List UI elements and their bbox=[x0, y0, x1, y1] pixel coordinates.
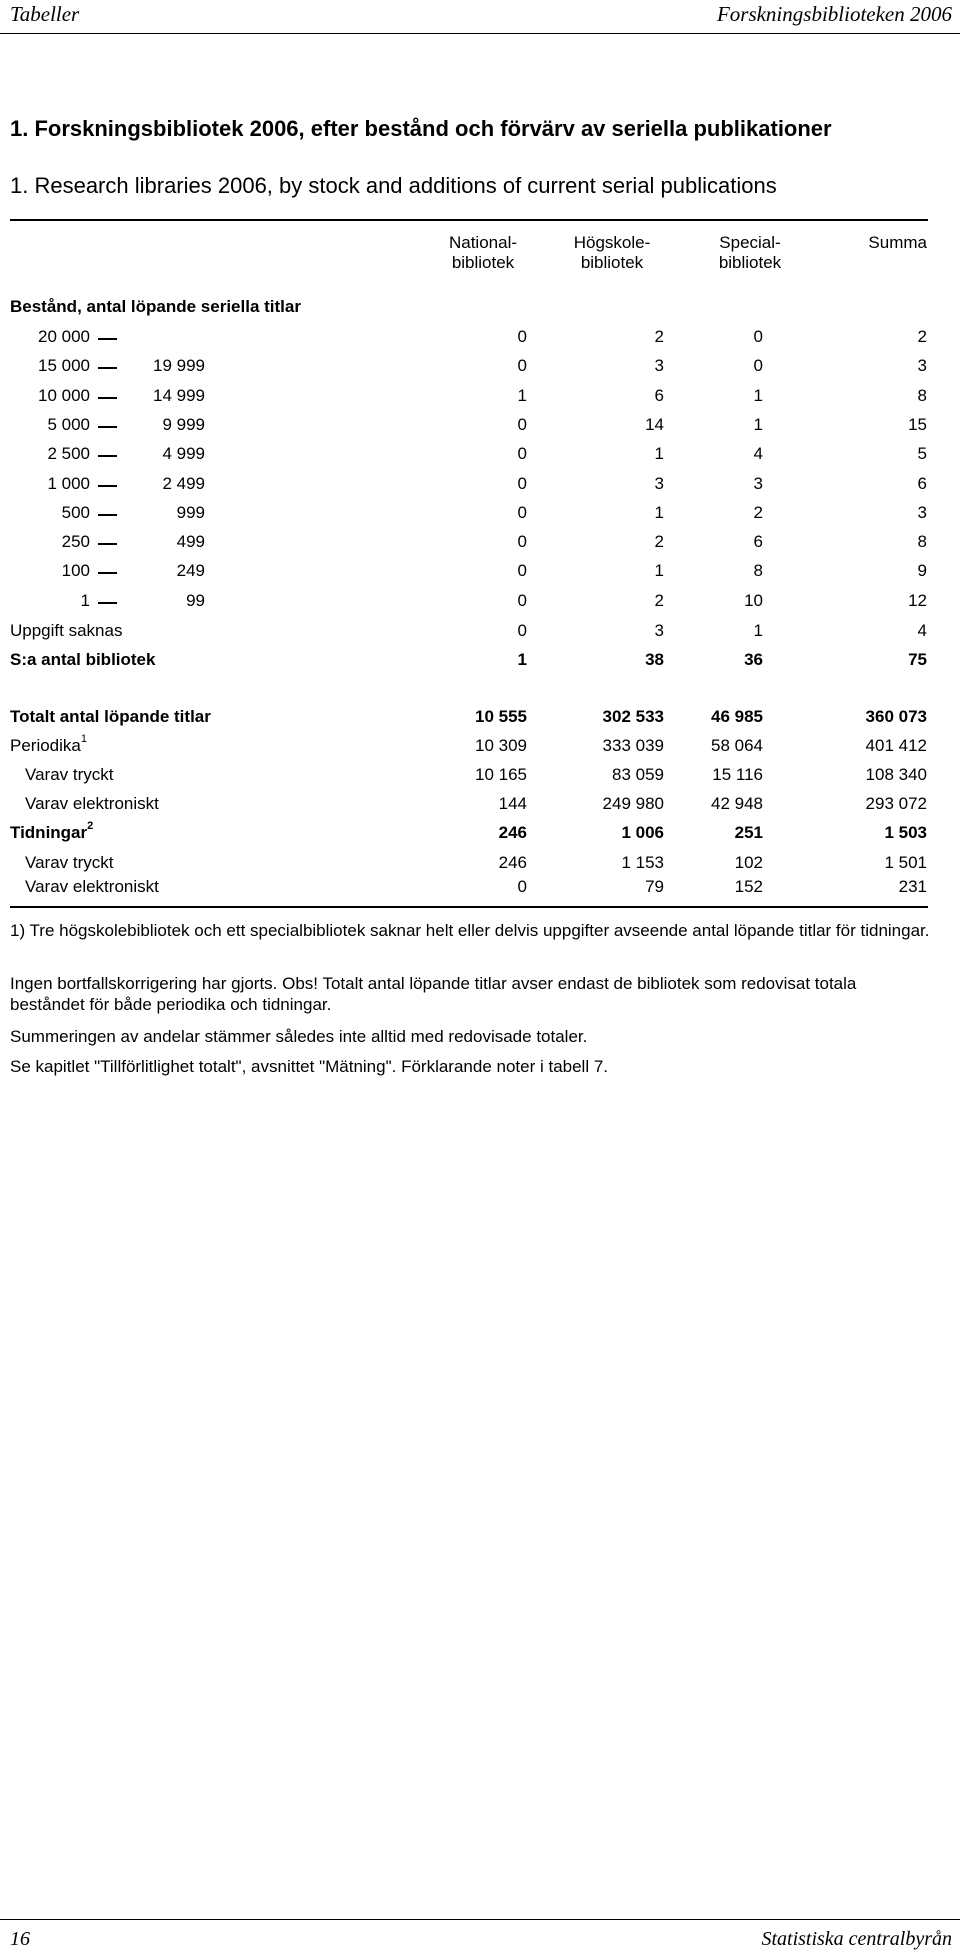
row-label: S:a antal bibliotek bbox=[10, 650, 156, 669]
cell-hogskole: 1 bbox=[654, 561, 664, 580]
range-to: 99 bbox=[186, 591, 205, 610]
range-to: 249 bbox=[176, 561, 205, 580]
row-label-text: Periodika bbox=[10, 736, 81, 755]
col-head-hogskole-line2: bibliotek bbox=[580, 253, 644, 272]
cell-summa: 5 bbox=[917, 444, 927, 463]
cell-national: 1 bbox=[517, 386, 527, 405]
footnote-1: 1) Tre högskolebibliotek och ett specialbibliotek saknar helt eller delvis uppgifter avseende antal löpande titlar för tidningar. bbox=[10, 921, 930, 940]
cell-hogskole: 14 bbox=[645, 415, 664, 434]
cell-special: 4 bbox=[753, 444, 763, 463]
table-row bbox=[0, 444, 960, 468]
cell-special: 2 bbox=[753, 503, 763, 522]
table-row bbox=[0, 327, 960, 351]
table-title-swedish: 1. Forskningsbibliotek 2006, efter bestånd och förvärv av seriella publikationer bbox=[10, 116, 832, 141]
footer-rule bbox=[0, 1919, 960, 1920]
cell-summa: 6 bbox=[917, 474, 927, 493]
table-row bbox=[0, 503, 960, 527]
range-to: 999 bbox=[176, 503, 205, 522]
cell-special: 8 bbox=[753, 561, 763, 580]
cell-summa: 108 340 bbox=[865, 765, 927, 784]
cell-summa: 231 bbox=[898, 877, 927, 896]
cell-national: 246 bbox=[498, 823, 527, 842]
stock-heading: Bestånd, antal löpande seriella titlar bbox=[10, 297, 301, 316]
range-from: 20 000 bbox=[38, 327, 90, 346]
cell-special: 251 bbox=[734, 823, 763, 842]
cell-special: 1 bbox=[753, 621, 763, 640]
footnote-ref: 1 bbox=[80, 733, 87, 746]
range-to: 2 499 bbox=[162, 474, 205, 493]
col-head-national-line1: National- bbox=[448, 233, 518, 252]
range-from: 100 bbox=[61, 561, 90, 580]
table-row-total-titles bbox=[0, 707, 960, 731]
cell-special: 36 bbox=[744, 650, 763, 669]
cell-hogskole: 83 059 bbox=[612, 765, 664, 784]
cell-national: 246 bbox=[498, 853, 527, 872]
cell-national: 1 bbox=[517, 650, 527, 669]
cell-summa: 9 bbox=[917, 561, 927, 580]
cell-national: 0 bbox=[517, 561, 527, 580]
cell-hogskole: 3 bbox=[654, 621, 664, 640]
cell-national: 0 bbox=[517, 621, 527, 640]
col-head-special bbox=[695, 233, 805, 273]
cell-summa: 3 bbox=[917, 503, 927, 522]
cell-national: 10 555 bbox=[475, 707, 527, 726]
cell-special: 10 bbox=[744, 591, 763, 610]
cell-national: 0 bbox=[517, 474, 527, 493]
col-head-hogskole-line1: Högskole- bbox=[573, 233, 651, 252]
range-from: 5 000 bbox=[47, 415, 90, 434]
range-to: 4 999 bbox=[162, 444, 205, 463]
col-head-national bbox=[428, 233, 538, 273]
table-row-missing bbox=[0, 621, 960, 645]
range-from: 1 000 bbox=[47, 474, 90, 493]
page-number: 16 bbox=[10, 1928, 30, 1950]
cell-summa: 4 bbox=[917, 621, 927, 640]
note-no-correction: Ingen bortfallskorrigering har gjorts. Obs! Totalt antal löpande titlar avser endast de bibliotek som redovisat totala beståndet för både periodika och tidningar. bbox=[10, 974, 857, 1014]
cell-summa: 15 bbox=[908, 415, 927, 434]
cell-hogskole: 2 bbox=[654, 591, 664, 610]
range-to: 19 999 bbox=[153, 356, 205, 375]
cell-special: 0 bbox=[753, 356, 763, 375]
table-row-periodika-print bbox=[0, 765, 960, 789]
cell-national: 0 bbox=[517, 503, 527, 522]
range-to: 9 999 bbox=[162, 415, 205, 434]
cell-national: 0 bbox=[517, 415, 527, 434]
col-head-special-line1: Special- bbox=[719, 233, 781, 252]
header-section: Tabeller bbox=[10, 2, 80, 26]
cell-hogskole: 2 bbox=[654, 532, 664, 551]
footnote-ref: 2 bbox=[87, 820, 94, 833]
range-from: 10 000 bbox=[38, 386, 90, 405]
cell-national: 144 bbox=[498, 794, 527, 813]
cell-summa: 12 bbox=[908, 591, 927, 610]
cell-national: 10 165 bbox=[475, 765, 527, 784]
cell-hogskole: 249 980 bbox=[602, 794, 664, 813]
cell-summa: 2 bbox=[917, 327, 927, 346]
row-label: Varav elektroniskt bbox=[25, 877, 159, 896]
range-to: 499 bbox=[176, 532, 205, 551]
note-reliability: Se kapitlet "Tillförlitlighet totalt", avsnittet "Mätning". Förklarande noter i tabell 7. bbox=[10, 1057, 609, 1076]
cell-special: 42 948 bbox=[711, 794, 763, 813]
header-publication: Forskningsbiblioteken 2006 bbox=[716, 2, 952, 26]
range-from: 500 bbox=[61, 503, 90, 522]
table-row-total-libraries bbox=[0, 650, 960, 674]
range-dash bbox=[98, 338, 117, 340]
cell-hogskole: 302 533 bbox=[602, 707, 664, 726]
table-title-english: 1. Research libraries 2006, by stock and additions of current serial publications bbox=[10, 173, 777, 198]
page-header bbox=[0, 0, 960, 30]
cell-hogskole: 1 006 bbox=[621, 823, 664, 842]
cell-hogskole: 3 bbox=[654, 474, 664, 493]
row-label-text: Tidningar bbox=[10, 823, 88, 842]
cell-special: 102 bbox=[734, 853, 763, 872]
col-head-summa: Summa bbox=[868, 233, 927, 252]
cell-national: 0 bbox=[517, 356, 527, 375]
cell-hogskole: 79 bbox=[645, 877, 664, 896]
cell-special: 1 bbox=[753, 386, 763, 405]
cell-national: 0 bbox=[517, 591, 527, 610]
row-label: Varav tryckt bbox=[25, 765, 114, 784]
table-row-tidningar-print bbox=[0, 853, 960, 877]
cell-hogskole: 333 039 bbox=[602, 736, 664, 755]
cell-national: 0 bbox=[517, 877, 527, 896]
table-row bbox=[0, 591, 960, 615]
table-row bbox=[0, 474, 960, 498]
cell-summa: 401 412 bbox=[865, 736, 927, 755]
row-label: Totalt antal löpande titlar bbox=[10, 707, 211, 726]
col-head-national-line2: bibliotek bbox=[451, 253, 515, 272]
cell-special: 15 116 bbox=[712, 765, 763, 784]
table-row bbox=[0, 356, 960, 380]
cell-summa: 8 bbox=[917, 532, 927, 551]
cell-hogskole: 1 153 bbox=[621, 853, 664, 872]
table-row bbox=[0, 561, 960, 585]
range-from: 250 bbox=[61, 532, 90, 551]
cell-hogskole: 1 bbox=[654, 444, 664, 463]
cell-hogskole: 6 bbox=[654, 386, 664, 405]
range-to: 14 999 bbox=[153, 386, 205, 405]
cell-national: 0 bbox=[517, 444, 527, 463]
cell-summa: 360 073 bbox=[865, 707, 927, 726]
range-from: 2 500 bbox=[47, 444, 90, 463]
range-from: 15 000 bbox=[38, 356, 90, 375]
table-row-tidningar-electronic bbox=[0, 877, 960, 901]
cell-hogskole: 2 bbox=[654, 327, 664, 346]
cell-special: 46 985 bbox=[711, 707, 763, 726]
table-row bbox=[0, 415, 960, 439]
range-from: 1 bbox=[80, 591, 90, 610]
col-head-hogskole bbox=[557, 233, 667, 273]
row-label bbox=[10, 820, 94, 843]
table-bottom-rule bbox=[10, 906, 928, 908]
footer-publisher: Statistiska centralbyrån bbox=[761, 1928, 952, 1950]
cell-national: 10 309 bbox=[475, 736, 527, 755]
cell-special: 6 bbox=[753, 532, 763, 551]
cell-summa: 293 072 bbox=[865, 794, 927, 813]
row-label: Varav tryckt bbox=[25, 853, 114, 872]
table-row-periodika-electronic bbox=[0, 794, 960, 818]
cell-special: 0 bbox=[753, 327, 763, 346]
row-label bbox=[10, 733, 87, 756]
cell-special: 58 064 bbox=[711, 736, 763, 755]
table-row bbox=[0, 386, 960, 410]
col-head-special-line2: bibliotek bbox=[718, 253, 782, 272]
cell-summa: 3 bbox=[917, 356, 927, 375]
cell-national: 0 bbox=[517, 327, 527, 346]
table-top-rule bbox=[10, 219, 928, 221]
cell-special: 152 bbox=[734, 877, 763, 896]
table-row-tidningar bbox=[0, 820, 960, 847]
row-label: Uppgift saknas bbox=[10, 621, 123, 640]
cell-special: 1 bbox=[753, 415, 763, 434]
cell-hogskole: 3 bbox=[654, 356, 664, 375]
header-rule bbox=[0, 33, 960, 34]
cell-summa: 1 503 bbox=[884, 823, 927, 842]
cell-hogskole: 38 bbox=[645, 650, 664, 669]
cell-summa: 8 bbox=[917, 386, 927, 405]
cell-hogskole: 1 bbox=[654, 503, 664, 522]
cell-summa: 75 bbox=[908, 650, 927, 669]
cell-national: 0 bbox=[517, 532, 527, 551]
table-row-periodika bbox=[0, 733, 960, 760]
row-label: Varav elektroniskt bbox=[25, 794, 159, 813]
table-row bbox=[0, 532, 960, 556]
cell-summa: 1 501 bbox=[884, 853, 927, 872]
cell-special: 3 bbox=[753, 474, 763, 493]
note-sums: Summeringen av andelar stämmer således inte alltid med redovisade totaler. bbox=[10, 1027, 588, 1046]
